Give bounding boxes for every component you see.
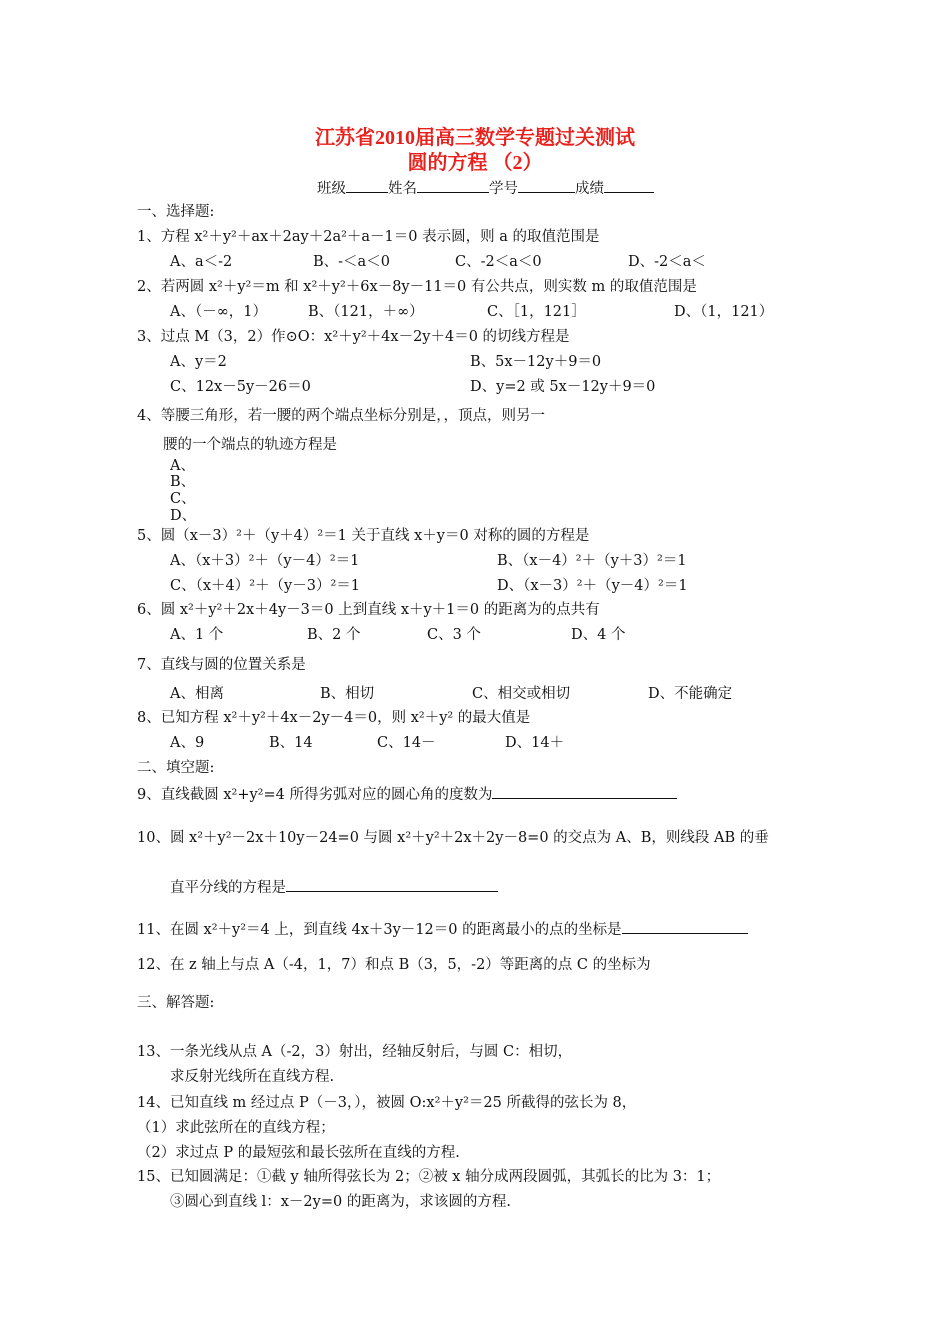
q6-option-a[interactable]: A、1 个 <box>170 627 224 643</box>
q4-option-c[interactable]: C、 <box>170 491 196 507</box>
q7-stem: 7、直线与圆的位置关系是 <box>137 657 306 673</box>
q1-option-c[interactable]: C、-2＜a＜0 <box>455 254 542 270</box>
q1-stem: 1、方程 x²＋y²＋ax＋2ay＋2a²＋a－1＝0 表示圆，则 a 的取值范围是 <box>137 229 600 245</box>
q9-answer-blank[interactable] <box>492 784 677 799</box>
q2-option-b[interactable]: B、（121，＋∞） <box>308 304 424 320</box>
q4-option-b[interactable]: B、 <box>170 474 196 490</box>
q8-stem: 8、已知方程 x²＋y²＋4x－2y－4＝0，则 x²＋y² 的最大值是 <box>137 710 531 726</box>
q10-line1: 10、圆 x²＋y²－2x＋10y－24=0 与圆 x²＋y²＋2x＋2y－8=0 的交点为 A、B，则线段 AB 的垂 <box>137 830 769 846</box>
q10-line2 <box>170 877 498 897</box>
q14-line1: 14、已知直线 m 经过点 P（－3，），被圆 O:x²＋y²＝25 所截得的弦长为 8， <box>137 1095 637 1111</box>
id-field[interactable] <box>518 178 575 193</box>
q11-answer-blank[interactable] <box>622 919 748 934</box>
q9-text: 9、直线截圆 x²+y²=4 所得劣弧对应的圆心角的度数为 <box>137 787 493 803</box>
q2-option-d[interactable]: D、（1，121） <box>674 304 774 320</box>
q7-option-d[interactable]: D、不能确定 <box>648 686 733 702</box>
q3-option-d[interactable]: D、y=2 或 5x－12y＋9＝0 <box>470 379 656 395</box>
q2-option-c[interactable]: C、［1，121］ <box>487 304 586 320</box>
q8-option-c[interactable]: C、14－ <box>377 735 436 751</box>
q4-option-d[interactable]: D、 <box>170 508 197 524</box>
student-info-line <box>317 178 654 198</box>
score-field[interactable] <box>604 178 654 193</box>
q5-option-c[interactable]: C、（x＋4）²＋（y－3）²＝1 <box>170 578 361 594</box>
q10-answer-blank[interactable] <box>286 877 498 892</box>
q10-text: 直平分线的方程是 <box>170 880 286 896</box>
q7-option-b[interactable]: B、相切 <box>320 686 375 702</box>
q8-option-b[interactable]: B、14 <box>269 735 313 751</box>
q3-option-b[interactable]: B、5x－12y＋9＝0 <box>470 354 602 370</box>
q1-option-b[interactable]: B、-＜a＜0 <box>313 254 390 270</box>
q14-sub2: （2）求过点 P 的最短弦和最长弦所在直线的方程. <box>137 1145 460 1161</box>
section-solve-heading: 三、解答题: <box>137 995 215 1011</box>
q8-option-a[interactable]: A、9 <box>170 735 205 751</box>
q4-stem-line1: 4、等腰三角形，若一腰的两个端点坐标分别是，，顶点，则另一 <box>137 408 545 424</box>
q1-option-d[interactable]: D、-2＜a＜ <box>628 254 706 270</box>
q6-option-b[interactable]: B、2 个 <box>307 627 361 643</box>
q8-option-d[interactable]: D、14＋ <box>505 735 565 751</box>
score-label: 成绩 <box>575 181 604 197</box>
q6-stem: 6、圆 x²＋y²＋2x＋4y－3＝0 上到直线 x＋y＋1＝0 的距离为的点共有 <box>137 602 600 618</box>
q11-text: 11、在圆 x²＋y²＝4 上，到直线 4x＋3y－12＝0 的距离最小的点的坐标是 <box>137 922 622 938</box>
q4-option-a[interactable]: A、 <box>170 458 195 474</box>
document-title: 江苏省2010届高三数学专题过关测试 <box>315 127 635 149</box>
q13-line1: 13、一条光线从点 A（-2，3）射出，经轴反射后，与圆 C：相切， <box>137 1044 573 1060</box>
id-label: 学号 <box>489 181 518 197</box>
q7-option-c[interactable]: C、相交或相切 <box>472 686 571 702</box>
q15-line1: 15、已知圆满足：①截 y 轴所得弦长为 2；②被 x 轴分成两段圆弧，其弧长的比为 3：1； <box>137 1169 721 1185</box>
q3-option-a[interactable]: A、y＝2 <box>170 354 227 370</box>
q5-option-b[interactable]: B、（x－4）²＋（y＋3）²＝1 <box>497 553 687 569</box>
q3-option-c[interactable]: C、12x－5y－26＝0 <box>170 379 311 395</box>
class-label: 班级 <box>317 181 346 197</box>
document-subtitle: 圆的方程 （2） <box>407 152 543 174</box>
q14-sub1: （1）求此弦所在的直线方程； <box>137 1120 335 1136</box>
name-field[interactable] <box>417 178 489 193</box>
q7-option-a[interactable]: A、相离 <box>170 686 224 702</box>
q6-option-c[interactable]: C、3 个 <box>427 627 481 643</box>
q5-option-a[interactable]: A、（x＋3）²＋（y－4）²＝1 <box>170 553 360 569</box>
q3-stem: 3、过点 M（3，2）作⊙O：x²＋y²＋4x－2y＋4＝0 的切线方程是 <box>137 329 570 345</box>
section-fill-heading: 二、填空题: <box>137 760 215 776</box>
section-choice-heading: 一、选择题: <box>137 204 215 220</box>
q4-stem-line2: 腰的一个端点的轨迹方程是 <box>163 437 337 453</box>
q1-option-a[interactable]: A、a＜-2 <box>170 254 233 270</box>
q2-option-a[interactable]: A、（－∞，1） <box>170 304 268 320</box>
q13-line2: 求反射光线所在直线方程. <box>170 1069 335 1085</box>
q6-option-d[interactable]: D、4 个 <box>571 627 626 643</box>
q15-line2: ③圆心到直线 l：x－2y=0 的距离为，求该圆的方程. <box>170 1194 511 1210</box>
q5-stem: 5、圆（x－3）²＋（y＋4）²＝1 关于直线 x＋y＝0 对称的圆的方程是 <box>137 528 590 544</box>
name-label: 姓名 <box>388 181 417 197</box>
class-field[interactable] <box>346 178 388 193</box>
q5-option-d[interactable]: D、（x－3）²＋（y－4）²＝1 <box>497 578 688 594</box>
q2-stem: 2、若两圆 x²＋y²＝m 和 x²＋y²＋6x－8y－11＝0 有公共点，则实数 m 的取值范围是 <box>137 279 697 295</box>
q9-line <box>137 784 677 804</box>
q12-line: 12、在 z 轴上与点 A（-4，1，7）和点 B（3，5，-2）等距离的点 C 的坐标为 <box>137 957 651 973</box>
q11-line <box>137 919 748 939</box>
